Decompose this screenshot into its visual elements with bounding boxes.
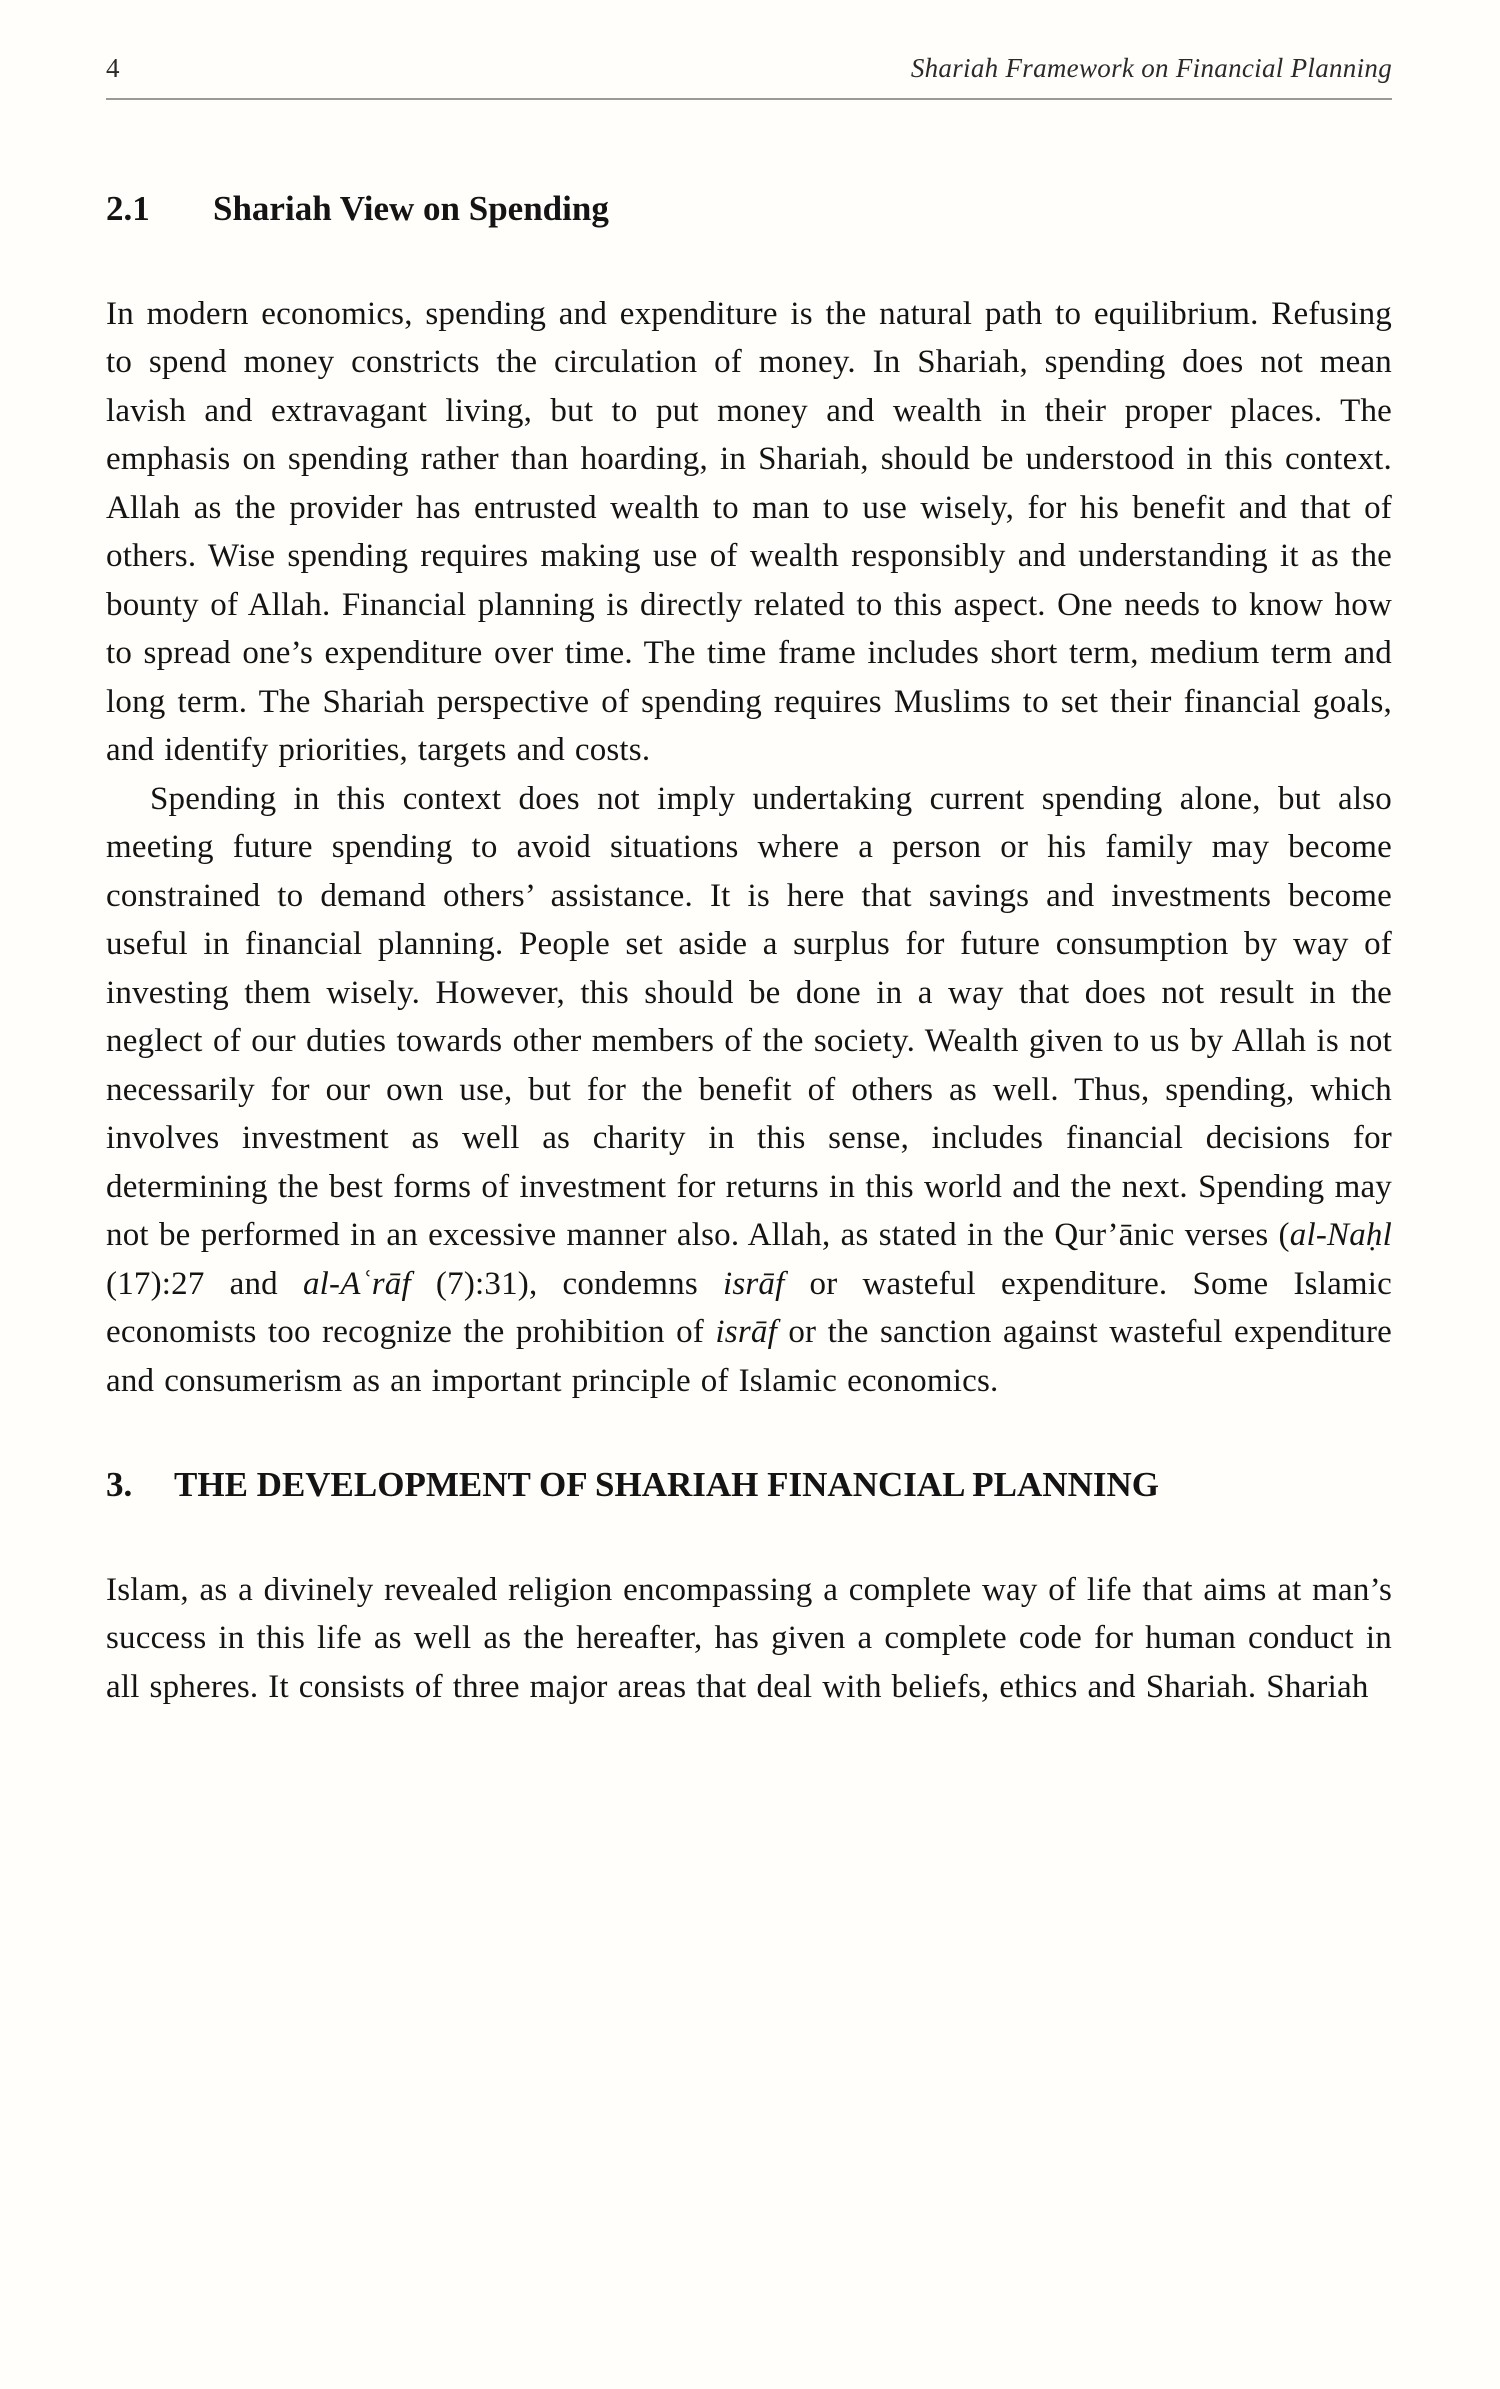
page-header	[106, 52, 1392, 84]
section-number: 3.	[106, 1465, 133, 1505]
paragraph-spending-2: Spending in this context does not imply undertaking current spending alone, but also meeting future spending to avoid situations where a person or his family may become constrained to demand others’ assistance. It is here that savings and investments become useful in financial planning. People set aside a surplus for future consumption by way of investing them wisely. However, this should be done in a way that does not result in the neglect of our duties towards other members of the society. Wealth given to us by Allah is not necessarily for our own use, but for the benefit of others as well. Thus, spending, which involves investment as well as charity in this sense, includes financial decisions for determining the best forms of investment for returns in this world and the next. Spending may not be performed in an excessive manner also. Allah, as stated in the Qur’ānic verses (al-Naḥl (17):27 and al-Aʿrāf (7):31), condemns isrāf or wasteful expenditure. Some Islamic economists too recognize the prohibition of isrāf or the sanction against wasteful expenditure and consumerism as an important principle of Islamic economics.	[106, 780, 1393, 1399]
section-heading-3	[106, 1461, 1392, 1509]
section-title: THE DEVELOPMENT OF SHARIAH FINANCIAL PLANNING	[174, 1465, 1159, 1505]
section-heading-2-1	[106, 186, 1392, 232]
running-title: Shariah Framework on Financial Planning	[910, 53, 1392, 83]
page-number: 4	[106, 53, 120, 83]
section-number: 2.1	[106, 189, 150, 229]
paragraph-development-1: Islam, as a divinely revealed religion encompassing a complete way of life that aims at man’s success in this life as well as the hereafter, has given a complete code for human conduct in all spheres. It consists of three major areas that deal with beliefs, ethics and Shariah. Shariah	[106, 1571, 1392, 1705]
section-title: Shariah View on Spending	[213, 189, 609, 229]
paragraph-spending-1: In modern economics, spending and expenditure is the natural path to equilibrium. Refusing to spend money constricts the circulation of money. In Shariah, spending does not mean lavish and extravagant living, but to put money and wealth in their proper places. The emphasis on spending rather than hoarding, in Shariah, should be understood in this context. Allah as the provider has entrusted wealth to man to use wisely, for his benefit and that of others. Wise spending requires making use of wealth responsibly and understanding it as the bounty of Allah. Financial planning is directly related to this aspect. One needs to know how to spread one’s expenditure over time. The time frame includes short term, medium term and long term. The Shariah perspective of spending requires Muslims to set their financial goals, and identify priorities, targets and costs.	[106, 295, 1392, 769]
header-rule	[106, 98, 1392, 100]
